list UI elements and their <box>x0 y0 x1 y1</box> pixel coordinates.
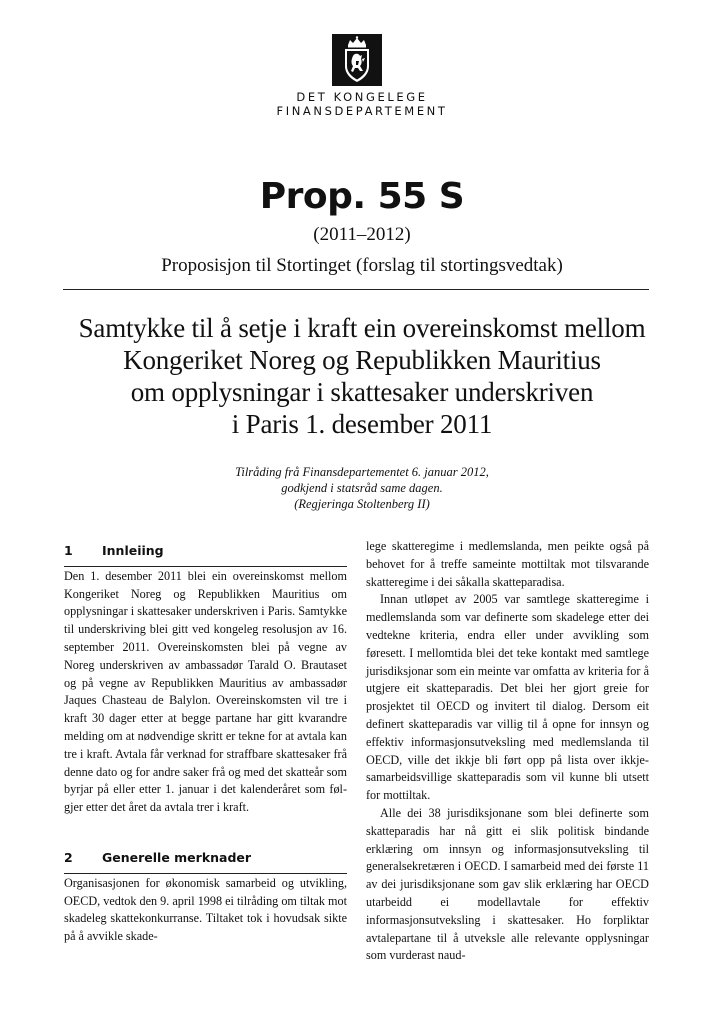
section-heading <box>64 849 347 873</box>
proposition-number: Prop. 55 S <box>259 176 465 217</box>
section-rule <box>64 873 347 874</box>
section-title: Generelle merknader <box>102 849 252 865</box>
norwegian-royal-coat-of-arms-icon <box>332 34 382 86</box>
recommendation-line: Tilråding frå Finansdepartementet 6. januar 2012, <box>235 465 489 479</box>
section-number: 1 <box>64 543 73 558</box>
recommendation-note <box>0 464 724 512</box>
section-heading <box>64 542 347 566</box>
section-paragraph: Innan utløpet av 2005 var samtlege skatteregime i medlemslanda som var definerte som skadelege etter dei vedtekne kriteria, endra eller under avvikling som føresett. I mellomtida blei det teke kontakt med samtlege jurisdiksjonar som ein meinte var omfatta av kriteria for å utgjere eit skatteparadis. Det blei her gjort greie for prosjektet til OECD og invitert til dialog. Dersom eit definert skatteparadis var villig til å opne for innsyn og effektiv informasjonsutveksling med medlemslanda til OECD, ville det ikkje bli ført opp på lista over ikkje-samarbeidsvillige skatteparadis som vil kunne bli utsett for mottiltak. <box>366 592 649 803</box>
section-paragraph: Organisasjonen for økonomisk samarbeid og utvikling, OECD, vedtok den 9. april 1998 ei tilråding om tiltak mot skadeleg skattekonkurranse. Tiltaket tok i hovudsak sikte på å avvikle skade- <box>64 875 347 944</box>
right-column <box>366 538 649 965</box>
document-type: Proposisjon til Stortinget (forslag til stortingsvedtak) <box>161 255 563 276</box>
document-title <box>40 312 684 440</box>
title-divider <box>63 289 649 290</box>
title-line: i Paris 1. desember 2011 <box>231 409 493 439</box>
department-name-line1: DET KONGELEGE <box>296 90 428 104</box>
department-name-line2: FINANSDEPARTEMENT <box>276 104 448 118</box>
recommendation-line: (Regjeringa Stoltenberg II) <box>294 497 430 511</box>
title-line: Samtykke til å setje i kraft ein overeinskomst mellom <box>78 313 646 343</box>
section-paragraph: Den 1. desember 2011 blei ein overeinskomst mellom Kongeriket Noreg og Republikken Mauritius om opplysningar i skattesaker underskriven i Paris. Samtykke til underskriving blei gitt ved kongeleg resolusjon av 16. september 2011. Overeinskomsten blei på vegne av Noreg underskriven av ambassadør Tarald O. Brautaset og på vegne av Republikken Mauritius av ambassadør Jaques Chasteau de Balylon. Overeinskomsten vil tre i kraft 30 dager etter at begge partane har gitt kvarandre melding om at nødvendige skritt er tekne for at avtala kan tre i kraft. Avtala får verknad for straffbare skattesaker frå denne dato og for andre saker frå og med det skatteår som byrjar på eller etter 1. januar i det kalenderåret som følgjer etter det året da avtala trer i kraft. <box>64 568 347 815</box>
section-number: 2 <box>64 849 73 865</box>
recommendation-line: godkjend i statsråd same dagen. <box>281 481 443 495</box>
left-column <box>64 538 347 946</box>
section-paragraph: Alle dei 38 jurisdiksjonane som blei definerte som skatteparadis har nå gitt ei slik politisk bindande erklæring om innsyn og informasjonsutveksling til generalsekretæren i OECD. I samarbeid med dei første 11 av dei jurisdiksjonane som gav slik erklæring har OECD utarbeidd ei modellavtale for effektiv informasjonsutveksling i skattesaker. Ho forpliktar avtalepartane til å utveksle alle relevante opplysningar som vurderast naud- <box>366 805 649 963</box>
section-rule <box>64 566 347 567</box>
session-years: (2011–2012) <box>313 224 411 245</box>
title-line: om opplysningar i skattesaker underskriven <box>130 377 594 407</box>
section-paragraph: lege skatteregime i medlemslanda, men peikte også på behovet for å treffe sameinte mottiltak mot tilsvarande skatteregime i dei såkalla skatteparadisa. <box>366 539 649 589</box>
section-title: Innleiing <box>102 543 164 558</box>
title-line: Kongeriket Noreg og Republikken Mauritius <box>123 345 601 375</box>
